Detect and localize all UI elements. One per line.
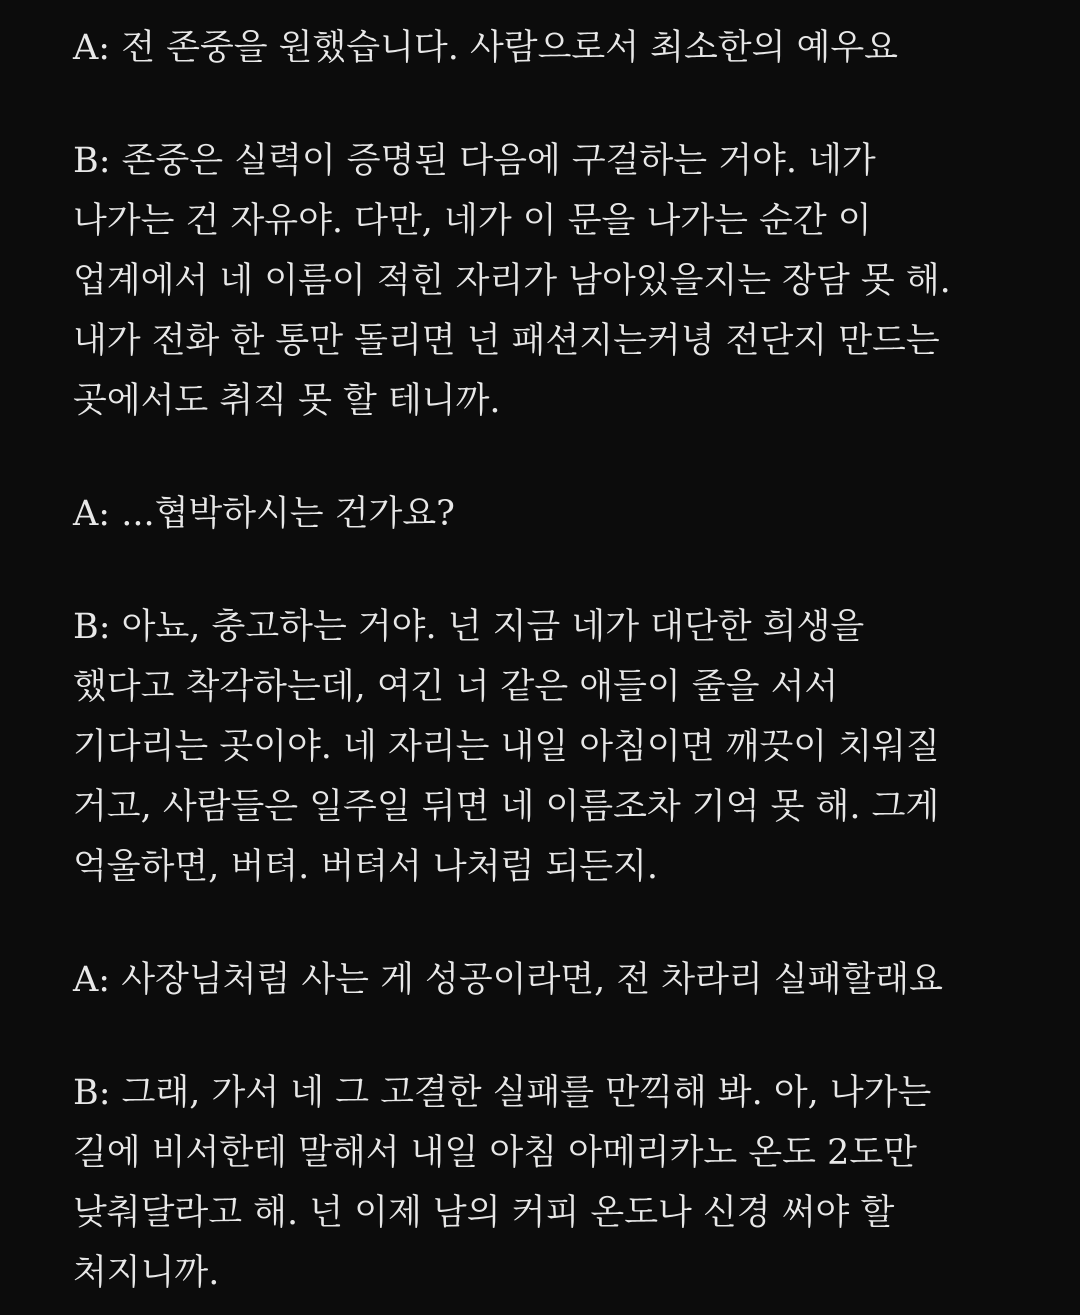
text-line: A: ...협박하시는 건가요? — [73, 494, 455, 534]
dialogue-paragraph-b-2 — [73, 597, 1053, 897]
text-line: B: 그래, 가서 네 그 고결한 실패를 만끽해 봐. 아, 나가는 — [73, 1073, 932, 1113]
text-line: 낮춰달라고 해. 넌 이제 남의 커피 온도나 신경 써야 할 — [73, 1193, 895, 1233]
text-line: A: 사장님처럼 사는 게 성공이라면, 전 차라리 실패할래요 — [73, 960, 943, 1000]
text-line: B: 아뇨, 충고하는 거야. 넌 지금 네가 대단한 희생을 — [73, 607, 865, 647]
text-line: 거고, 사람들은 일주일 뒤면 네 이름조차 기억 못 해. 그게 — [73, 787, 940, 827]
dialogue-paragraph-a-1 — [73, 18, 1053, 78]
text-line: 나가는 건 자유야. 다만, 네가 이 문을 나가는 순간 이 — [73, 201, 872, 241]
text-line: 내가 전화 한 통만 돌리면 넌 패션지는커녕 전단지 만드는 — [73, 321, 940, 361]
text-line: 처지니까. — [73, 1253, 220, 1293]
text-line: 했다고 착각하는데, 여긴 너 같은 애들이 줄을 서서 — [73, 667, 839, 707]
text-line: B: 존중은 실력이 증명된 다음에 구걸하는 거야. 네가 — [73, 141, 876, 181]
text-line: 길에 비서한테 말해서 내일 아침 아메리카노 온도 2도만 — [73, 1133, 917, 1173]
text-line: A: 전 존중을 원했습니다. 사람으로서 최소한의 예우요 — [73, 28, 898, 68]
text-line: 업계에서 네 이름이 적힌 자리가 남아있을지는 장담 못 해. — [73, 261, 951, 301]
dialogue-paragraph-a-3 — [73, 950, 1053, 1010]
text-line: 억울하면, 버텨. 버텨서 나처럼 되든지. — [73, 847, 659, 887]
text-line: 곳에서도 취직 못 할 테니까. — [73, 381, 501, 421]
dialogue-paragraph-b-1 — [73, 131, 1053, 431]
dialogue-paragraph-a-2 — [73, 484, 1053, 544]
text-line: 기다리는 곳이야. 네 자리는 내일 아침이면 깨끗이 치워질 — [73, 727, 940, 767]
dialogue-document — [73, 18, 1053, 1303]
dialogue-paragraph-b-3 — [73, 1063, 1053, 1303]
